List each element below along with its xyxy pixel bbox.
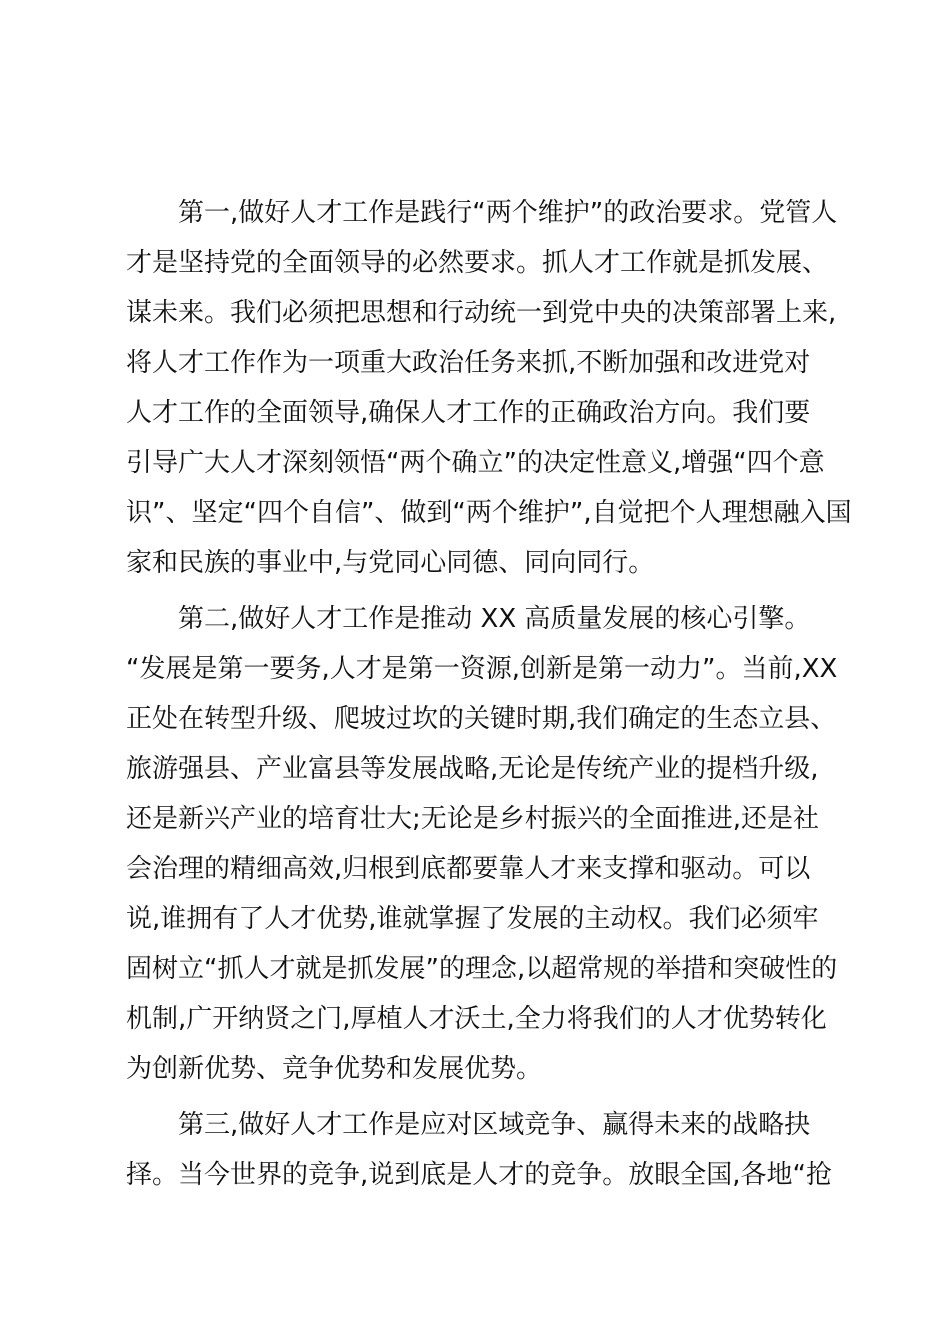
paragraph-1-line-5: 人才工作的全面领导,确保人才工作的正确政治方向。我们要: [126, 398, 811, 428]
paragraph-2-line-5: 还是新兴产业的培育壮大;无论是乡村振兴的全面推进,还是社: [126, 804, 820, 834]
paragraph-1-line-8: 家和民族的事业中,与党同心同德、同向同行。: [126, 548, 655, 578]
paragraph-2-line-4: 旅游强县、产业富县等发展战略,无论是传统产业的提档升级,: [126, 754, 819, 784]
paragraph-2-line-7: 说,谁拥有了人才优势,谁就掌握了发展的主动权。我们必须牢: [126, 904, 819, 934]
paragraph-3-line-2: 择。当今世界的竞争,说到底是人才的竞争。放眼全国,各地“抢: [126, 1160, 832, 1190]
paragraph-1-line-1: 第一,做好人才工作是践行“两个维护”的政治要求。党管人: [178, 198, 838, 228]
paragraph-1-line-2: 才是坚持党的全面领导的必然要求。抓人才工作就是抓发展、: [126, 248, 829, 278]
paragraph-1-line-7: 识”、坚定“四个自信”、做到“两个维护”,自觉把个人理想融入国: [126, 498, 852, 528]
paragraph-2-line-8: 固树立“抓人才就是抓发展”的理念,以超常规的举措和突破性的: [126, 954, 838, 984]
paragraph-1-line-4: 将人才工作作为一项重大政治任务来抓,不断加强和改进党对: [126, 348, 811, 378]
paragraph-1-line-6: 引导广大人才深刻领悟“两个确立”的决定性意义,增强“四个意: [126, 448, 825, 478]
paragraph-2-line-10: 为创新优势、竞争优势和发展优势。: [126, 1054, 543, 1084]
paragraph-2-line-9: 机制,广开纳贤之门,厚植人才沃土,全力将我们的人才优势转化: [126, 1004, 827, 1034]
paragraph-2-line-3: 正处在转型升级、爬坡过坎的关键时期,我们确定的生态立县、: [126, 704, 837, 734]
paragraph-1-line-3: 谋未来。我们必须把思想和行动统一到党中央的决策部署上来,: [126, 298, 837, 328]
paragraph-2-line-1: 第二,做好人才工作是推动 XX 高质量发展的核心引擎。: [178, 604, 811, 634]
paragraph-3-line-1: 第三,做好人才工作是应对区域竞争、赢得未来的战略抉: [178, 1110, 811, 1140]
paragraph-2-line-2: “发展是第一要务,人才是第一资源,创新是第一动力”。当前,XX: [126, 654, 838, 684]
paragraph-2-line-6: 会治理的精细高效,归根到底都要靠人才来支撑和驱动。可以: [126, 854, 811, 884]
